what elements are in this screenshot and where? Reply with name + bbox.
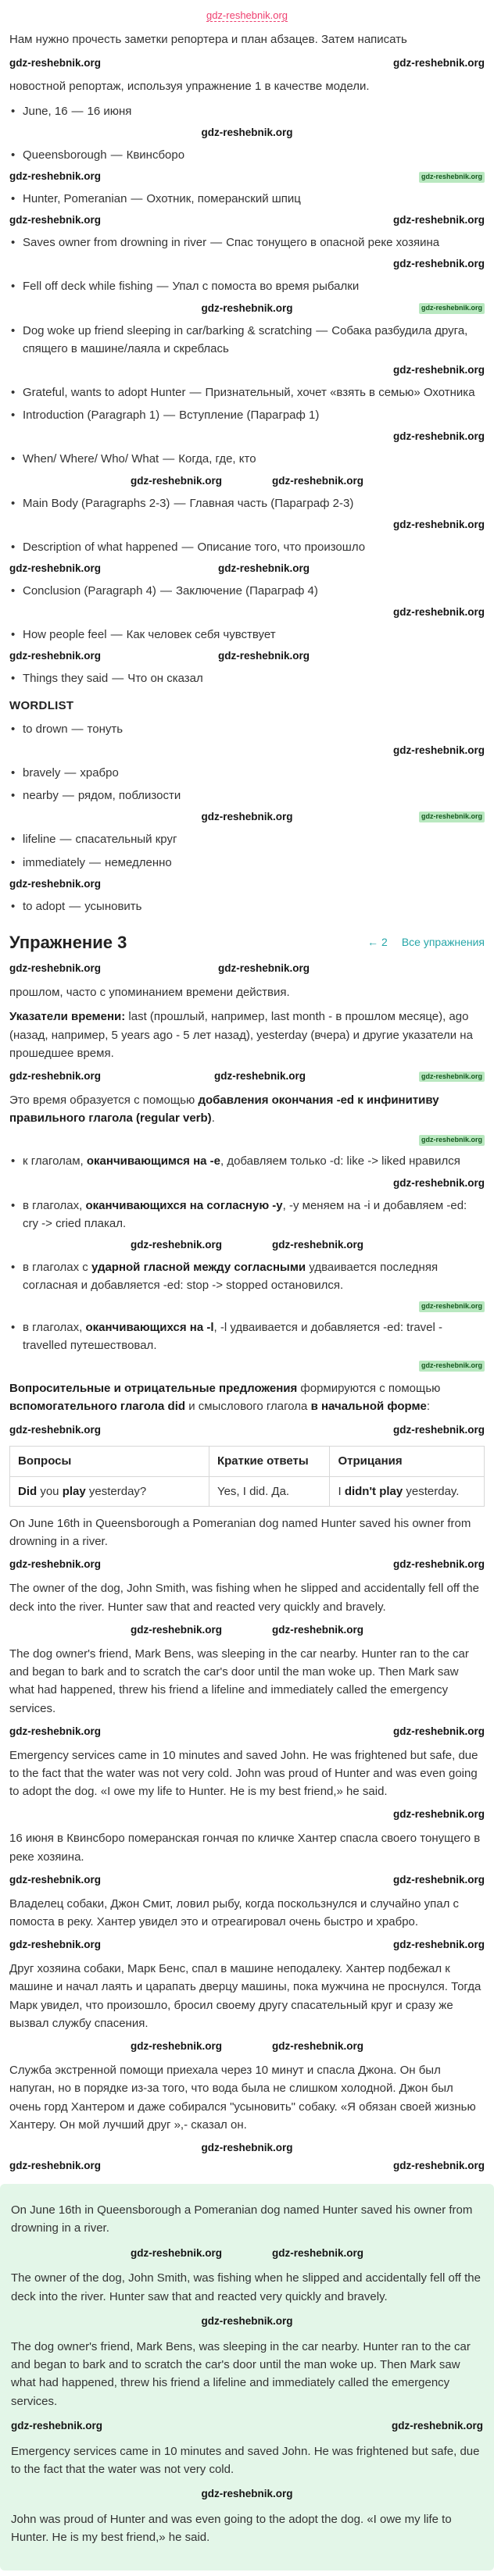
note-item — [9, 190, 485, 208]
bullet-icon: • — [11, 148, 16, 162]
note-item — [9, 102, 485, 120]
note-item — [9, 669, 485, 687]
watermark-row — [9, 1937, 485, 1953]
bullet-icon: • — [11, 672, 16, 686]
negative-bold: didn't play — [344, 1484, 403, 1498]
watermark: gdz-reshebnik.org — [201, 301, 293, 314]
watermark-badge: gdz-reshebnik.org — [419, 1301, 485, 1312]
watermark-badge: gdz-reshebnik.org — [419, 812, 485, 822]
watermark-row — [9, 517, 485, 533]
dash-separator: — — [71, 104, 84, 118]
watermark-top-row — [9, 6, 485, 24]
story-ru-paragraph: Владелец собаки, Джон Смит, ловил рыбу, когда поскользнулся и случайно упал с помоста в реку. Хантер увидел это и отреагировал очень быстро и храбро. — [9, 1896, 460, 1929]
table-row — [10, 1476, 485, 1506]
bullet-icon: • — [11, 1320, 16, 1334]
dash-separator: — — [89, 855, 102, 869]
note-en: Saves owner from drowning in river — [23, 236, 207, 250]
word-ru: немедленно — [105, 855, 172, 869]
note-item — [9, 538, 485, 556]
grammar-intro: прошлом, часто с упоминанием времени действия. — [9, 986, 290, 1000]
dash-separator: — — [163, 409, 176, 423]
prev-exercise-link[interactable] — [367, 934, 388, 951]
bullet-icon: • — [11, 409, 16, 423]
rule-pre: к глаголам, — [23, 1154, 87, 1168]
watermark-row — [11, 2314, 483, 2330]
watermark-row — [9, 301, 485, 317]
watermark-row — [9, 1724, 485, 1740]
watermark: gdz-reshebnik.org — [9, 1558, 102, 1571]
watermark-row — [9, 1176, 485, 1192]
watermark: gdz-reshebnik.org — [201, 811, 293, 823]
watermark-row — [9, 743, 485, 759]
watermark: gdz-reshebnik.org — [272, 2246, 364, 2259]
watermark: gdz-reshebnik.org — [392, 1873, 485, 1886]
dash-separator: — — [131, 192, 143, 206]
watermark: gdz-reshebnik.org — [392, 606, 485, 619]
note-ru: Как человек себя чувствует — [126, 628, 276, 642]
watermark-row — [9, 1359, 485, 1373]
grammar-formation — [9, 1091, 485, 1128]
rule-post: удваивается последняя согласная и добавляется -ed: stop -> stopped остановился. — [23, 1261, 439, 1293]
watermark: gdz-reshebnik.org — [392, 1176, 485, 1189]
site-watermark-link[interactable]: gdz-reshebnik.org — [206, 9, 288, 21]
dash-separator: — — [159, 583, 172, 598]
watermark-row — [9, 2039, 485, 2055]
col-negatives: Отрицания — [330, 1447, 485, 1476]
watermark: gdz-reshebnik.org — [130, 1239, 222, 1251]
note-en: Conclusion (Paragraph 4) — [23, 583, 156, 598]
note-ru: Описание того, что произошло — [197, 540, 366, 554]
note-item — [9, 384, 485, 401]
bullet-icon: • — [11, 385, 16, 399]
watermark: gdz-reshebnik.org — [218, 562, 310, 574]
watermark-row — [9, 473, 485, 490]
watermark-badge: gdz-reshebnik.org — [419, 1361, 485, 1372]
bullet-icon: • — [11, 855, 16, 869]
watermark: gdz-reshebnik.org — [9, 2160, 102, 2172]
watermark-row — [9, 561, 485, 577]
answer-paragraph: The dog owner's friend, Mark Bens, was sleeping in the car nearby. Hunter ran to the car and began to bark and to scratch the car's door until the man woke up. Then Mark saw what had happened, threw his friend a lifeline and immediately called the emergency services. — [11, 2339, 471, 2408]
watermark-badge: gdz-reshebnik.org — [419, 1072, 485, 1083]
rule-bold: оканчивающимся на -e — [86, 1154, 220, 1168]
note-en: How people feel — [23, 628, 107, 642]
bullet-icon: • — [11, 104, 16, 118]
watermark: gdz-reshebnik.org — [392, 2160, 485, 2172]
note-ru: Главная часть (Параграф 2-3) — [189, 496, 354, 510]
story-english — [9, 1515, 485, 1823]
dash-separator: — — [156, 280, 169, 294]
watermark-row — [9, 961, 485, 977]
watermark-row — [9, 256, 485, 273]
note-en: Grateful, wants to adopt Hunter — [23, 385, 186, 399]
negative-pre: I — [338, 1484, 345, 1498]
watermark: gdz-reshebnik.org — [392, 744, 485, 756]
rule-item — [9, 1197, 485, 1233]
dash-separator: — — [110, 628, 123, 642]
watermark: gdz-reshebnik.org — [9, 56, 102, 69]
exercise-title: Упражнение 3 — [9, 933, 127, 952]
story-russian — [9, 1829, 485, 2157]
watermark-row — [11, 2486, 483, 2503]
watermark-row — [9, 876, 485, 893]
watermark: gdz-reshebnik.org — [392, 1725, 485, 1737]
wordlist-item — [9, 720, 485, 738]
watermark-row — [9, 1622, 485, 1639]
watermark-row — [9, 1133, 485, 1147]
note-ru: Заключение (Параграф 4) — [175, 583, 318, 598]
watermark: gdz-reshebnik.org — [9, 214, 102, 227]
bullet-icon: • — [11, 722, 16, 736]
watermark: gdz-reshebnik.org — [201, 2488, 293, 2500]
rule-post: , -l удваивается и добавляется -ed: travel - travelled путешествовал. — [23, 1320, 443, 1352]
note-ru: Квинсборо — [126, 148, 185, 162]
dash-separator: — — [210, 236, 223, 250]
note-en: Things they said — [23, 672, 109, 686]
word-ru: рядом, поблизости — [77, 789, 181, 803]
note-ru: Собака разбудила друга, спящего в машине/лаяла и скреблась — [23, 323, 468, 355]
bullet-icon: • — [11, 452, 16, 466]
watermark-row — [9, 809, 485, 826]
wordlist-item — [9, 830, 485, 848]
cell-question — [10, 1476, 209, 1506]
dash-separator: — — [181, 540, 194, 554]
watermark: gdz-reshebnik.org — [9, 1725, 102, 1737]
bullet-icon: • — [11, 765, 16, 780]
grammar-time-markers — [9, 1008, 485, 1062]
watermark-row — [9, 1872, 485, 1889]
note-item — [9, 406, 485, 424]
word-ru: тонуть — [87, 722, 123, 736]
story-en-paragraph: The dog owner's friend, Mark Bens, was sleeping in the car nearby. Hunter ran to the car and began to bark and to scratch the car's door until the man woke up. Then Mark saw what had happened, threw his friend a lifeline and immediately called the emergency services. — [9, 1647, 469, 1715]
dash-separator: — — [59, 833, 72, 847]
note-item — [9, 494, 485, 512]
watermark-row — [9, 1300, 485, 1314]
qn-mid1: формируются с помощью — [297, 1382, 441, 1396]
rule-bold: оканчивающихся на согласную -y — [85, 1198, 283, 1212]
qn-bold2: вспомогательного глагола did — [9, 1400, 186, 1414]
watermark: gdz-reshebnik.org — [130, 474, 222, 487]
watermark: gdz-reshebnik.org — [392, 56, 485, 69]
task-intro-line2: новостной репортаж, используя упражнение 1 в качестве модели. — [9, 80, 370, 94]
word-en: bravely — [23, 765, 61, 780]
note-ru: Признательный, хочет «взять в семью» Охотника — [205, 385, 475, 399]
wordlist-item — [9, 897, 485, 915]
word-en: nearby — [23, 789, 59, 803]
note-en: Fell off deck while fishing — [23, 280, 153, 294]
grammar-time-markers-lead: Указатели времени: — [9, 1010, 126, 1024]
dash-separator: — — [316, 323, 328, 337]
note-en: Description of what happened — [23, 540, 178, 554]
watermark: gdz-reshebnik.org — [392, 1939, 485, 1951]
watermark: gdz-reshebnik.org — [9, 877, 102, 890]
bullet-icon: • — [11, 323, 16, 337]
note-item — [9, 582, 485, 600]
question-mid: you — [37, 1484, 63, 1498]
qn-end: : — [426, 1400, 431, 1414]
word-ru: храбро — [80, 765, 119, 780]
story-ru-paragraph: Друг хозяина собаки, Марк Бенс, спал в машине неподалеку. Хантер подбежал к машине и начал лаять и царапать дверцу машины, пока мужчина не проснулся. Тогда Марк увидел, что произошло, бросил своему другу спасательный круг и сразу же вызвал службу спасения. — [9, 1962, 481, 2030]
story-en-paragraph: The owner of the dog, John Smith, was fishing when he slipped and accidentally fell off the deck into the river. Hunter saw that and reacted very quickly and bravely. — [9, 1582, 479, 1614]
bullet-icon: • — [11, 1261, 16, 1275]
rule-item — [9, 1258, 485, 1295]
question-did: Did — [18, 1484, 38, 1498]
dash-separator: — — [189, 385, 202, 399]
bullet-icon: • — [11, 789, 16, 803]
watermark: gdz-reshebnik.org — [272, 474, 364, 487]
watermark: gdz-reshebnik.org — [392, 214, 485, 227]
watermark-row — [9, 169, 485, 185]
rule-pre: в глаголах, — [23, 1320, 86, 1334]
wordlist-item — [9, 854, 485, 872]
watermark-row — [9, 648, 485, 665]
word-en: lifeline — [23, 833, 56, 847]
story-ru-paragraph: 16 июня в Квинсборо померанская гончая по кличке Хантер спасла своего тонущего в реке хозяина. — [9, 1832, 481, 1864]
watermark: gdz-reshebnik.org — [11, 2419, 103, 2432]
exercise-nav — [367, 934, 485, 951]
watermark-row — [9, 1807, 485, 1823]
note-item — [9, 277, 485, 295]
note-item — [9, 626, 485, 644]
bullet-icon: • — [11, 628, 16, 642]
grammar-time-markers-rest: last (прошлый, например, last month - в прошлом месяце), ago (назад, например, 5 years ago - 5 лет назад), yesterday (вчера) и другие указатели на прошедшее время. — [9, 1010, 473, 1060]
answer-paragraph: The owner of the dog, John Smith, was fishing when he slipped and accidentally fell off the deck into the river. Hunter saw that and reacted very quickly and bravely. — [11, 2271, 481, 2303]
note-en: Dog woke up friend sleeping in car/barking & scratching — [23, 323, 313, 337]
dash-separator: — — [174, 496, 186, 510]
rule-bold: оканчивающихся на -l — [85, 1320, 214, 1334]
question-end: yesterday? — [85, 1484, 147, 1498]
grammar-table — [9, 1446, 485, 1507]
watermark: gdz-reshebnik.org — [272, 2040, 364, 2053]
table-header-row — [10, 1447, 485, 1476]
story-en-paragraph: On June 16th in Queensborough a Pomeranian dog named Hunter saved his owner from drowning in a river. — [9, 1516, 471, 1549]
watermark-badge: gdz-reshebnik.org — [419, 172, 485, 183]
word-en: to drown — [23, 722, 68, 736]
watermark-row — [11, 2418, 483, 2435]
cell-negative — [330, 1476, 485, 1506]
watermark-row — [9, 605, 485, 621]
answer-paragraph: John was proud of Hunter and was even going to the adopt the dog. «I owe my life to Hunter. He is my best friend,» he said. — [11, 2513, 452, 2545]
qn-bold1: Вопросительные и отрицательные предложения — [9, 1382, 298, 1396]
qn-mid2: и смыслового глагола — [185, 1400, 311, 1414]
rule-pre: в глаголах, — [23, 1198, 86, 1212]
note-en: When/ Where/ Who/ What — [23, 452, 159, 466]
note-item — [9, 322, 485, 359]
grammar-formation-post: . — [211, 1111, 215, 1126]
watermark-row — [9, 125, 485, 141]
watermark-row — [9, 1237, 485, 1254]
bullet-icon: • — [11, 496, 16, 510]
left-arrow-icon: ← — [367, 936, 379, 949]
watermark: gdz-reshebnik.org — [9, 1939, 102, 1951]
col-short-answers: Краткие ответы — [209, 1447, 330, 1476]
watermark: gdz-reshebnik.org — [218, 650, 310, 662]
rule-item — [9, 1318, 485, 1355]
bullet-icon: • — [11, 1198, 16, 1212]
watermark: gdz-reshebnik.org — [130, 2040, 222, 2053]
qn-bold3: в начальной форме — [310, 1400, 427, 1414]
note-en: Main Body (Paragraphs 2-3) — [23, 496, 170, 510]
bullet-icon: • — [11, 583, 16, 598]
note-ru: Охотник, померанский шпиц — [146, 192, 301, 206]
watermark: gdz-reshebnik.org — [130, 2246, 222, 2259]
cell-short-answer: Yes, I did. Да. — [209, 1476, 330, 1506]
answer-paragraph: On June 16th in Queensborough a Pomeranian dog named Hunter saved his owner from drowning in a river. — [11, 2203, 473, 2235]
watermark-row — [9, 55, 485, 72]
note-item — [9, 450, 485, 468]
watermark-row — [9, 429, 485, 445]
rule-item — [9, 1152, 485, 1170]
grammar-formation-bold: добавления окончания -ed к инфинитиву правильного глагола (regular verb) — [9, 1093, 439, 1126]
word-en: to adopt — [23, 899, 66, 913]
bullet-icon: • — [11, 1154, 16, 1168]
note-ru: Спас тонущего в опасной реке хозяина — [226, 236, 440, 250]
note-ru: Вступление (Параграф 1) — [179, 409, 320, 423]
dash-separator: — — [71, 722, 84, 736]
rule-post: , -y меняем на -i и добавляем -ed: cry -> cried плакал. — [23, 1198, 467, 1230]
rule-pre: в глаголах с — [23, 1261, 91, 1275]
task-intro-line1: Нам нужно прочесть заметки репортера и план абзацев. Затем написать — [9, 33, 407, 47]
bullet-icon: • — [11, 833, 16, 847]
watermark: gdz-reshebnik.org — [9, 650, 102, 662]
watermark: gdz-reshebnik.org — [201, 2142, 293, 2154]
watermark: gdz-reshebnik.org — [392, 1558, 485, 1571]
bullet-icon: • — [11, 280, 16, 294]
watermark: gdz-reshebnik.org — [392, 1423, 485, 1436]
dash-separator: — — [163, 452, 175, 466]
bullet-icon: • — [11, 236, 16, 250]
bullet-icon: • — [11, 899, 16, 913]
note-item — [9, 146, 485, 164]
watermark-row — [9, 212, 485, 229]
wordlist-title: WORDLIST — [9, 699, 74, 713]
watermark: gdz-reshebnik.org — [392, 518, 485, 530]
note-en: Queensborough — [23, 148, 107, 162]
watermark-row — [11, 2246, 483, 2262]
note-ru: Упал с помоста во время рыбалки — [172, 280, 360, 294]
word-en: immediately — [23, 855, 86, 869]
watermark: gdz-reshebnik.org — [201, 126, 293, 138]
word-ru: спасательный круг — [75, 833, 177, 847]
rule-post: , добавляем только -d: like -> liked нравился — [220, 1154, 460, 1168]
watermark-row — [9, 1422, 485, 1439]
watermark-badge: gdz-reshebnik.org — [419, 1135, 485, 1146]
dash-separator: — — [64, 765, 77, 780]
watermark: gdz-reshebnik.org — [392, 258, 485, 270]
note-item — [9, 234, 485, 252]
note-en: June, 16 — [23, 104, 68, 118]
bullet-icon: • — [11, 192, 16, 206]
watermark: gdz-reshebnik.org — [9, 962, 102, 975]
watermark: gdz-reshebnik.org — [9, 1423, 102, 1436]
watermark: gdz-reshebnik.org — [392, 430, 485, 443]
story-en-paragraph: Emergency services came in 10 minutes and saved John. He was frightened but safe, due to the fact that the water was not very cold. John was proud of Hunter and was even going to adopt the dog. «I owe my life to Hunter. He is my best friend,» he said. — [9, 1748, 478, 1799]
watermark: gdz-reshebnik.org — [9, 562, 102, 574]
watermark: gdz-reshebnik.org — [9, 1070, 102, 1083]
note-en: Introduction (Paragraph 1) — [23, 409, 160, 423]
wordlist-item — [9, 764, 485, 782]
watermark: gdz-reshebnik.org — [391, 2419, 483, 2432]
exercise-header — [9, 929, 485, 956]
answer-block — [0, 2184, 494, 2571]
question-play: play — [62, 1484, 86, 1498]
dash-separator: — — [110, 148, 123, 162]
watermark: gdz-reshebnik.org — [130, 1623, 222, 1636]
watermark: gdz-reshebnik.org — [9, 170, 102, 183]
grammar-questions-negatives — [9, 1379, 485, 1416]
story-ru-paragraph: Служба экстренной помощи приехала через 10 минут и спасла Джона. Он был напуган, но в порядке из-за того, что вода была не слишком холодной. Джон был очень горд Хантером и даже собирался "усыновить" собаку. «Я обязан своей жизнью Хантеру. Он мой лучший друг »,- сказал он. — [9, 2064, 476, 2132]
watermark: gdz-reshebnik.org — [201, 2314, 293, 2327]
grammar-formation-pre: Это время образуется с помощью — [9, 1093, 199, 1107]
watermark-row — [9, 2158, 485, 2175]
watermark: gdz-reshebnik.org — [392, 1808, 485, 1821]
dash-separator: — — [112, 672, 124, 686]
all-exercises-link[interactable]: Все упражнения — [401, 936, 485, 949]
note-ru: Когда, где, кто — [178, 452, 256, 466]
wordlist-item — [9, 787, 485, 805]
watermark-row — [9, 2140, 485, 2157]
col-questions: Вопросы — [10, 1447, 209, 1476]
watermark: gdz-reshebnik.org — [272, 1623, 364, 1636]
bullet-icon: • — [11, 540, 16, 554]
answer-paragraph: Emergency services came in 10 minutes and saved John. He was frightened but safe, due to the fact that the water was not very cold. — [11, 2444, 480, 2477]
watermark-row — [9, 1069, 485, 1085]
watermark: gdz-reshebnik.org — [9, 1873, 102, 1886]
negative-end: yesterday. — [403, 1484, 460, 1498]
note-ru: Что он сказал — [127, 672, 203, 686]
note-ru: 16 июня — [87, 104, 132, 118]
note-en: Hunter, Pomeranian — [23, 192, 127, 206]
rule-bold: ударной гласной между согласными — [91, 1261, 306, 1275]
dash-separator: — — [69, 899, 81, 913]
dash-separator: — — [62, 789, 74, 803]
watermark: gdz-reshebnik.org — [218, 962, 310, 975]
watermark-row — [9, 362, 485, 379]
watermark: gdz-reshebnik.org — [213, 1070, 306, 1083]
watermark-row — [9, 1557, 485, 1573]
watermark: gdz-reshebnik.org — [272, 1239, 364, 1251]
watermark: gdz-reshebnik.org — [392, 364, 485, 376]
watermark-badge: gdz-reshebnik.org — [419, 303, 485, 314]
prev-exercise-number: 2 — [381, 936, 388, 949]
word-ru: усыновить — [84, 899, 142, 913]
